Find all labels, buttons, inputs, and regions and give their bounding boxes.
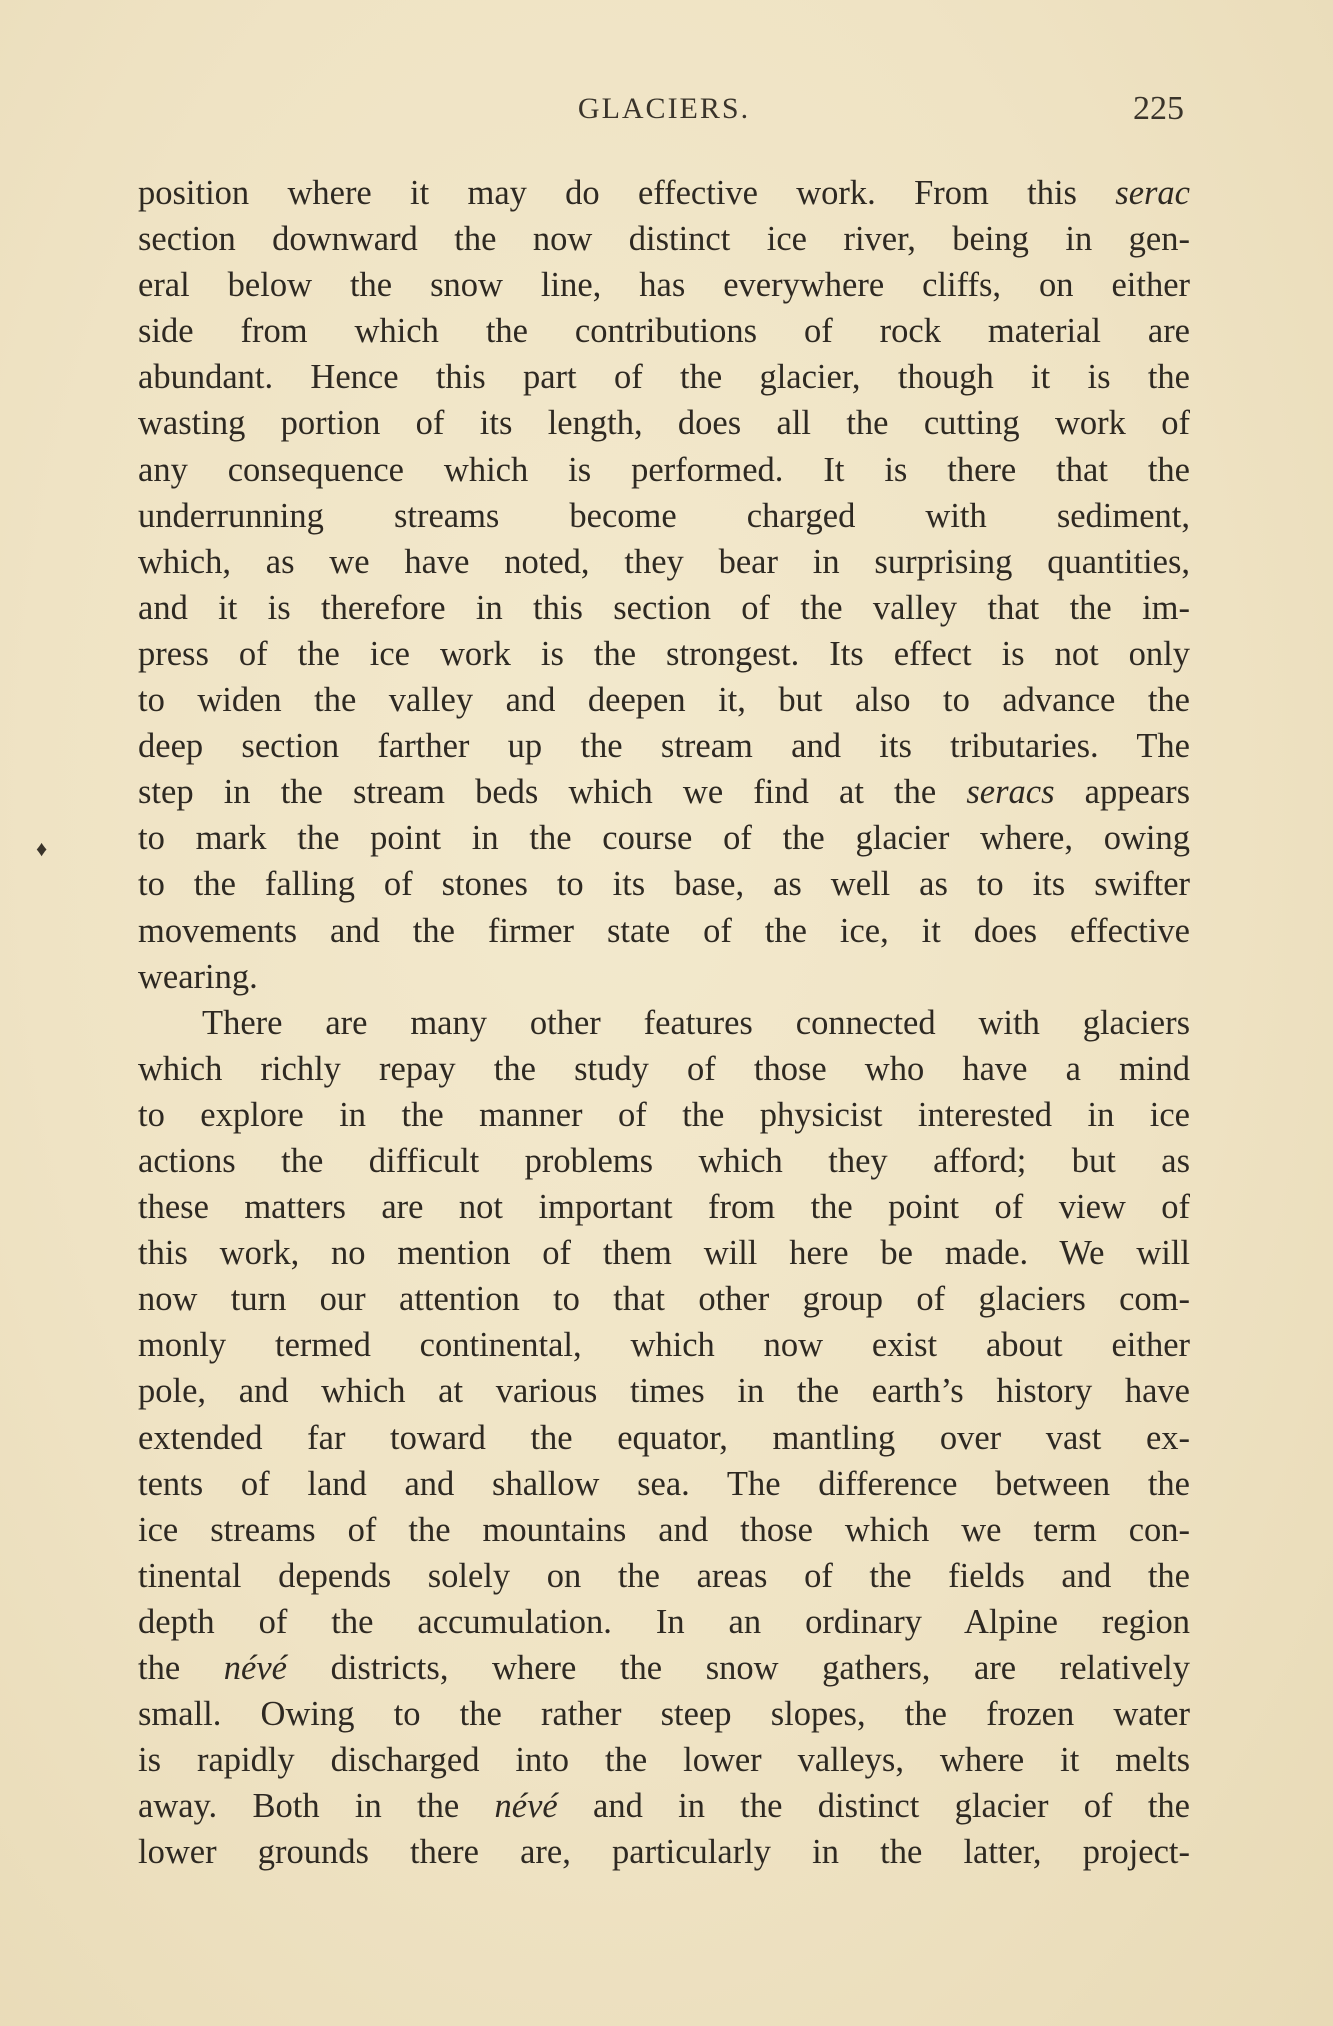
text-line: ice streams of the mountains and those which we term con- bbox=[138, 1510, 1190, 1549]
text-line: monly termed continental, which now exist about either bbox=[138, 1326, 1190, 1365]
text-line: pole, and which at various times in the earth’s history have bbox=[138, 1372, 1190, 1411]
text-line: which richly repay the study of those who have a mind bbox=[138, 1049, 1190, 1088]
text-line: lower grounds there are, particularly in the latter, project- bbox=[138, 1833, 1190, 1872]
text-line: section downward the now distinct ice river, being in gen- bbox=[138, 220, 1190, 259]
text-line: movements and the firmer state of the ice, it does effective bbox=[138, 911, 1190, 950]
text-line: underrunning streams become charged with sediment, bbox=[138, 496, 1190, 535]
paragraph-1 bbox=[138, 170, 1190, 1000]
text-line: eral below the snow line, has everywhere cliffs, on either bbox=[138, 266, 1190, 305]
text-line: side from which the contributions of rock material are bbox=[138, 312, 1190, 351]
text-line: which, as we have noted, they bear in surprising quantities, bbox=[138, 542, 1190, 581]
text-line: now turn our attention to that other group of glaciers com- bbox=[138, 1280, 1190, 1319]
text-line: to mark the point in the course of the glacier where, owing bbox=[138, 819, 1190, 858]
text-line: abundant. Hence this part of the glacier, though it is the bbox=[138, 358, 1190, 397]
chapter-title: GLACIERS. bbox=[577, 92, 751, 125]
text-line: deep section farther up the stream and its tributaries. The bbox=[138, 727, 1190, 766]
text-line: extended far toward the equator, mantling over vast ex- bbox=[138, 1418, 1190, 1457]
body-text bbox=[138, 170, 1190, 1875]
text-line: depth of the accumulation. In an ordinary Alpine region bbox=[138, 1602, 1190, 1641]
text-line: any consequence which is performed. It is there that the bbox=[138, 450, 1190, 489]
text-line: to the falling of stones to its base, as well as to its swifter bbox=[138, 865, 1190, 904]
margin-mark: ♦ bbox=[36, 836, 48, 861]
text-line: this work, no mention of them will here be made. We will bbox=[138, 1234, 1190, 1273]
text-line: tinental depends solely on the areas of the fields and the bbox=[138, 1556, 1190, 1595]
paragraph-2 bbox=[138, 1000, 1190, 1876]
text-line: is rapidly discharged into the lower valleys, where it melts bbox=[138, 1741, 1190, 1780]
text-line: tents of land and shallow sea. The difference between the bbox=[138, 1464, 1190, 1503]
text-line: press of the ice work is the strongest. Its effect is not only bbox=[138, 634, 1190, 673]
page-number: 225 bbox=[1133, 90, 1184, 127]
text-line: and it is therefore in this section of the valley that the im- bbox=[138, 588, 1190, 627]
text-line: to explore in the manner of the physicist interested in ice bbox=[138, 1095, 1190, 1134]
text-line: position where it may do effective work. From this serac bbox=[138, 174, 1190, 212]
text-line: away. Both in the névé and in the distinct glacier of the bbox=[138, 1787, 1190, 1826]
text-line: wearing. bbox=[138, 957, 258, 996]
running-head bbox=[138, 92, 1190, 142]
text-line: actions the difficult problems which they afford; but as bbox=[138, 1141, 1190, 1180]
text-line: step in the stream beds which we find at the seracs appears bbox=[138, 773, 1190, 812]
text-line: wasting portion of its length, does all the cutting work of bbox=[138, 404, 1190, 443]
text-line: There are many other features connected with glaciers bbox=[202, 1003, 1190, 1042]
text-line: the névé districts, where the snow gathers, are relatively bbox=[138, 1649, 1190, 1687]
text-line: small. Owing to the rather steep slopes, the frozen water bbox=[138, 1695, 1190, 1734]
text-line: to widen the valley and deepen it, but also to advance the bbox=[138, 681, 1190, 720]
text-line: these matters are not important from the point of view of bbox=[138, 1188, 1190, 1227]
